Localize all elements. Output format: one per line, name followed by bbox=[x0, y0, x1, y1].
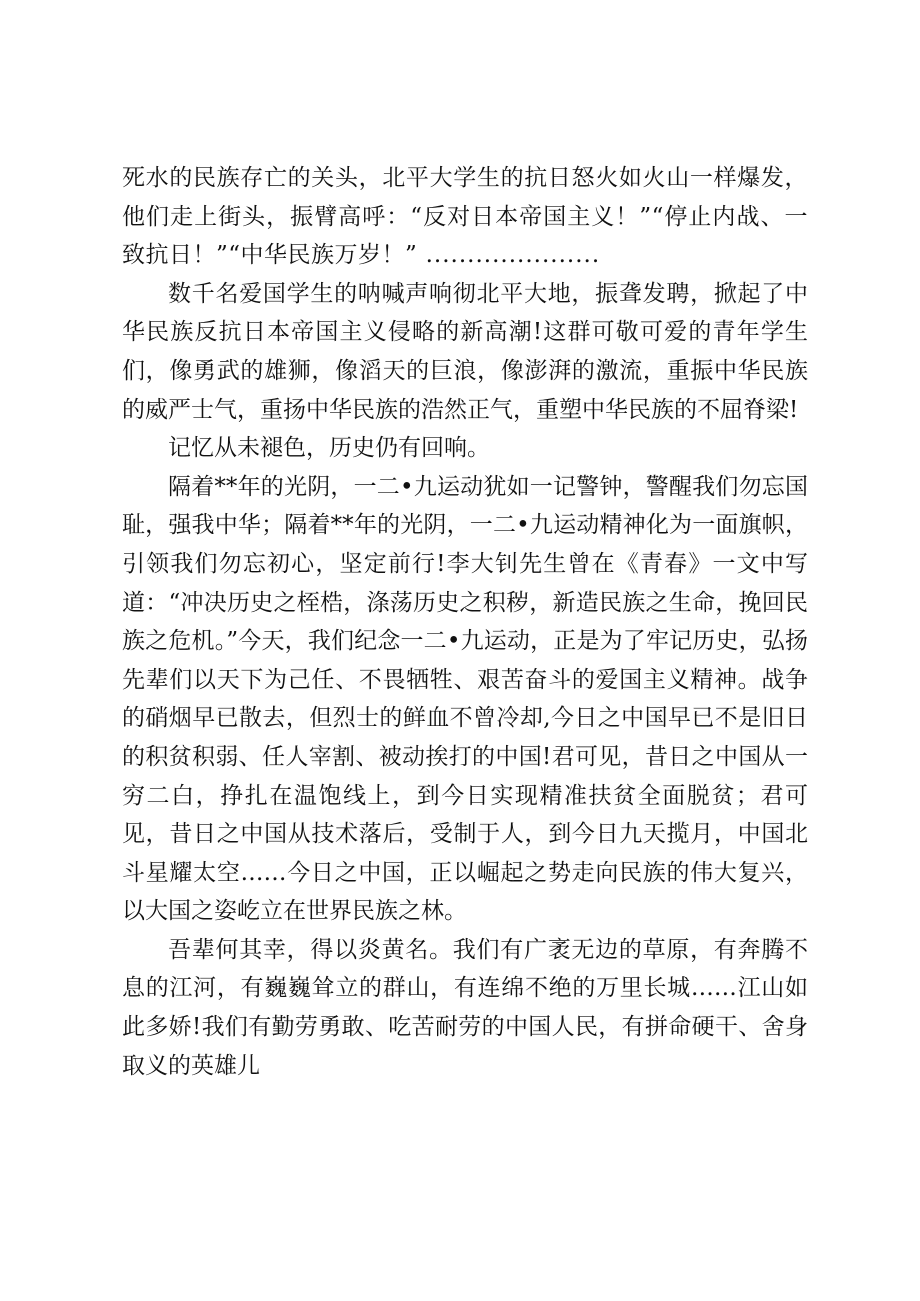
document-body bbox=[122, 159, 808, 1085]
paragraph-text: 死水的民族存亡的关头，北平大学生的抗日怒火如火山一样爆发，他们走上街头，振臂高呼：“反对日本帝国主义！”“停止内战、一致抗日！”“中华民族万岁！” bbox=[122, 165, 808, 269]
paragraph: 隔着**年的光阴，一二•九运动犹如一记警钟，警醒我们勿忘国耻，强我中华；隔着**年的光阴，一二•九运动精神化为一面旗帜，引领我们勿忘初心，坚定前行!李大钊先生曾在《青春》一文中写道：“冲决历史之桎梏，涤荡历史之积秽，新造民族之生命，挽回民族之危机。”今天，我们纪念一二•九运动，正是为了牢记历史，弘扬先辈们以天下为己任、不畏牺牲、艰苦奋斗的爱国主义精神。战争的硝烟早已散去，但烈士的鲜血不曾冷却,今日之中国早已不是旧日的积贫积弱、任人宰割、被动挨打的中国!君可见，昔日之中国从一穷二白，挣扎在温饱线上，到今日实现精准扶贫全面脱贫；君可见，昔日之中国从技术落后，受制于人，到今日九天揽月，中国北斗星耀太空……今日之中国，正以崛起之势走向民族的伟大复兴，以大国之姿屹立在世界民族之林。 bbox=[122, 473, 808, 925]
paragraph: 吾辈何其幸，得以炎黄名。我们有广袤无边的草原，有奔腾不息的江河，有巍巍耸立的群山，有连绵不绝的万里长城……江山如此多娇!我们有勤劳勇敢、吃苦耐劳的中国人民，有拼命硬干、舍身取义的英雄儿 bbox=[122, 936, 808, 1079]
paragraph-continued bbox=[122, 159, 808, 275]
paragraph: 记忆从未褪色，历史仍有回响。 bbox=[168, 435, 490, 462]
ellipsis-dots: ..................... bbox=[417, 242, 601, 269]
paragraph: 数千名爱国学生的呐喊声响彻北平大地，振聋发聘，掀起了中华民族反抗日本帝国主义侵略的新高潮!这群可敬可爱的青年学生们，像勇武的雄狮，像滔天的巨浪，像澎湃的激流，重振中华民族的威严士气，重扬中华民族的浩然正气，重塑中华民族的不屈脊梁! bbox=[122, 280, 808, 423]
